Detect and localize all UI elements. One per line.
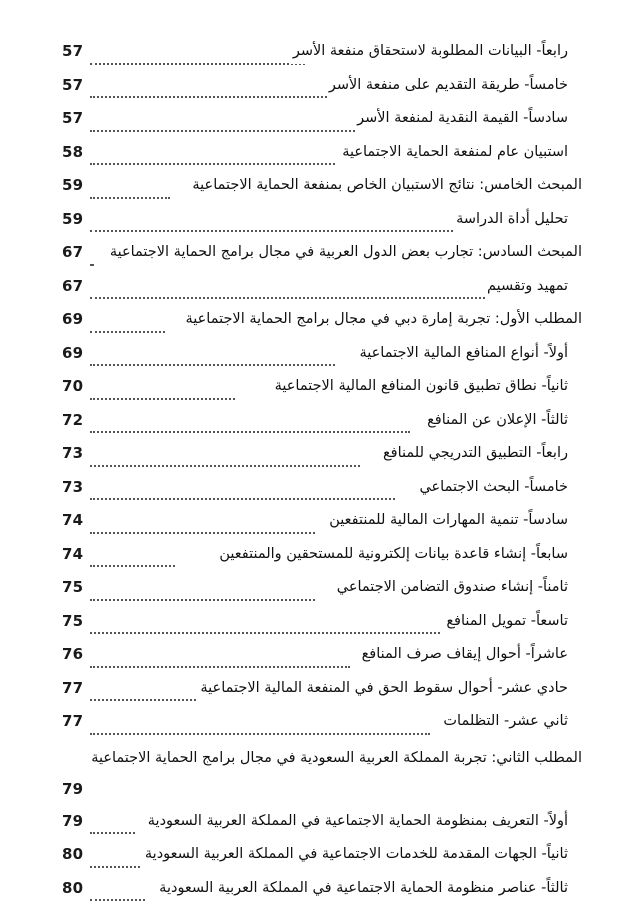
toc-page-number: 73 xyxy=(62,444,84,462)
toc-dot-leader xyxy=(90,197,170,199)
toc-page-number: 69 xyxy=(62,310,84,328)
toc-entry-title: أولاً- التعريف بمنظومة الحماية الاجتماعية في المملكة العربية السعودية xyxy=(146,808,568,834)
toc-entry[interactable] xyxy=(62,675,582,709)
toc-page-number: 74 xyxy=(62,511,84,529)
toc-page-number: 57 xyxy=(62,42,84,60)
toc-entry[interactable] xyxy=(62,306,582,340)
toc-entry[interactable] xyxy=(62,507,582,541)
toc-page-number: 72 xyxy=(62,410,84,429)
toc-entry-title: تمهيد وتقسيم xyxy=(485,273,568,299)
toc-page-number: 70 xyxy=(62,377,84,395)
toc-entry-title: عاشراً- أحوال إيقاف صرف المنافع xyxy=(360,641,568,667)
toc-entry[interactable] xyxy=(62,574,582,608)
toc-entry[interactable] xyxy=(62,239,582,273)
toc-dot-leader xyxy=(90,364,335,366)
toc-dot-leader xyxy=(90,666,350,668)
toc-entry[interactable] xyxy=(62,373,582,407)
toc-entry-title: ثالثاً- الإعلان عن المنافع xyxy=(425,407,568,433)
toc-page-number: 73 xyxy=(62,477,84,496)
toc-page-number: 75 xyxy=(62,578,84,596)
toc-entry[interactable] xyxy=(62,440,582,474)
toc-entry-title: تاسعاً- تمويل المنافع xyxy=(444,608,568,634)
toc-entry-title: خامساً- البحث الاجتماعي xyxy=(417,474,568,500)
toc-page-number: 59 xyxy=(62,176,84,194)
toc-entry[interactable] xyxy=(62,273,582,307)
toc-entry[interactable] xyxy=(62,808,582,842)
toc-entry-title: ثانياً- الجهات المقدمة للخدمات الاجتماعية في المملكة العربية السعودية xyxy=(143,841,568,867)
toc-page-number: 79 xyxy=(62,811,84,830)
toc-entry-title: تحليل أداة الدراسة xyxy=(454,206,568,232)
toc-dot-leader xyxy=(90,96,330,98)
toc-dot-leader xyxy=(90,699,200,701)
toc-dot-leader xyxy=(90,866,140,868)
toc-dot-leader xyxy=(90,130,355,132)
toc-dot-leader xyxy=(90,599,315,601)
toc-entry[interactable] xyxy=(62,172,582,206)
toc-page-number: 57 xyxy=(62,75,84,94)
toc-dot-leader xyxy=(90,63,305,65)
toc-dot-leader xyxy=(90,632,440,634)
toc-entry-title: المبحث السادس: تجارب بعض الدول العربية في مجال برامج الحماية الاجتماعية xyxy=(108,239,582,265)
toc-entry[interactable] xyxy=(62,875,582,909)
toc-entry[interactable] xyxy=(62,541,582,575)
toc-page-number: 59 xyxy=(62,209,84,228)
toc-entry-title: استبيان عام لمنفعة الحماية الاجتماعية xyxy=(340,139,568,165)
toc-page-number: 57 xyxy=(62,109,84,127)
toc-dot-leader xyxy=(90,163,335,165)
toc-entry[interactable] xyxy=(62,841,582,875)
toc-entry[interactable] xyxy=(62,608,582,642)
toc-dot-leader xyxy=(90,264,94,266)
toc-page-number: 69 xyxy=(62,343,84,362)
toc-page-number: 77 xyxy=(62,712,84,730)
toc-entry[interactable] xyxy=(62,206,582,240)
toc-entry-title: المطلب الأول: تجربة إمارة دبي في مجال برامج الحماية الاجتماعية xyxy=(183,306,582,332)
toc-dot-leader xyxy=(90,733,430,735)
toc-entry-wrapped[interactable] xyxy=(62,742,582,808)
toc-entry-title: ثامناً- إنشاء صندوق التضامن الاجتماعي xyxy=(335,574,568,600)
toc-page-number: 76 xyxy=(62,645,84,663)
toc-entry-title: أولاً- أنواع المنافع المالية الاجتماعية xyxy=(357,340,568,366)
toc-entry[interactable] xyxy=(62,105,582,139)
toc-entry-title: حادي عشر- أحوال سقوط الحق في المنفعة المالية الاجتماعية xyxy=(198,675,568,701)
toc-entry-title: المطلب الثاني: تجربة المملكة العربية السعودية في مجال برامج الحماية الاجتماعية xyxy=(91,749,582,766)
toc-dot-leader xyxy=(90,465,360,467)
toc-entry-title: رابعاً- التطبيق التدريجي للمنافع xyxy=(381,440,568,466)
toc-dot-leader xyxy=(90,532,315,534)
toc-entry[interactable] xyxy=(62,139,582,173)
toc-dot-leader xyxy=(90,398,235,400)
toc-entry-title: ثاني عشر- التظلمات xyxy=(441,708,568,734)
toc-entry[interactable] xyxy=(62,72,582,106)
toc-entry[interactable] xyxy=(62,641,582,675)
toc-entry-title: سابعاً- إنشاء قاعدة بيانات إلكترونية للمستحقين والمنتفعين xyxy=(217,541,568,567)
toc-page-number: 74 xyxy=(62,544,84,563)
toc-dot-leader xyxy=(90,230,465,232)
toc-page-number: 75 xyxy=(62,611,84,630)
toc-entry[interactable] xyxy=(62,340,582,374)
toc-page-number: 80 xyxy=(62,845,84,863)
toc-page-number: 80 xyxy=(62,878,84,897)
toc-page-number: 58 xyxy=(62,142,84,161)
toc-entry[interactable] xyxy=(62,38,582,72)
toc-dot-leader xyxy=(90,331,165,333)
toc-dot-leader xyxy=(90,565,175,567)
toc-entry-title: رابعاً- البيانات المطلوبة لاستحقاق منفعة الأسر xyxy=(291,38,568,64)
toc-entry-title: ثانياً- نطاق تطبيق قانون المنافع المالية الاجتماعية xyxy=(273,373,568,399)
toc-page-number: 79 xyxy=(62,779,84,798)
toc-entry-title: المبحث الخامس: نتائج الاستبيان الخاص بمنفعة الحماية الاجتماعية xyxy=(190,172,582,198)
toc-entry[interactable] xyxy=(62,407,582,441)
toc-entry-title: سادساً- تنمية المهارات المالية للمنتفعين xyxy=(327,507,568,533)
toc-entry-title: ثالثاً- عناصر منظومة الحماية الاجتماعية في المملكة العربية السعودية xyxy=(157,875,568,901)
toc-page-number: 67 xyxy=(62,243,84,261)
toc-dot-leader xyxy=(90,431,410,433)
table-of-contents xyxy=(62,38,582,908)
toc-dot-leader xyxy=(90,297,485,299)
toc-entry-title: خامساً- طريقة التقديم على منفعة الأسر xyxy=(327,72,568,98)
toc-entry[interactable] xyxy=(62,474,582,508)
toc-dot-leader xyxy=(90,498,395,500)
toc-dot-leader xyxy=(90,832,135,834)
toc-dot-leader xyxy=(90,899,145,901)
toc-page-number: 67 xyxy=(62,276,84,295)
toc-page-number: 77 xyxy=(62,678,84,697)
toc-entry[interactable] xyxy=(62,708,582,742)
toc-entry-title: سادساً- القيمة النقدية لمنفعة الأسر xyxy=(355,105,568,131)
